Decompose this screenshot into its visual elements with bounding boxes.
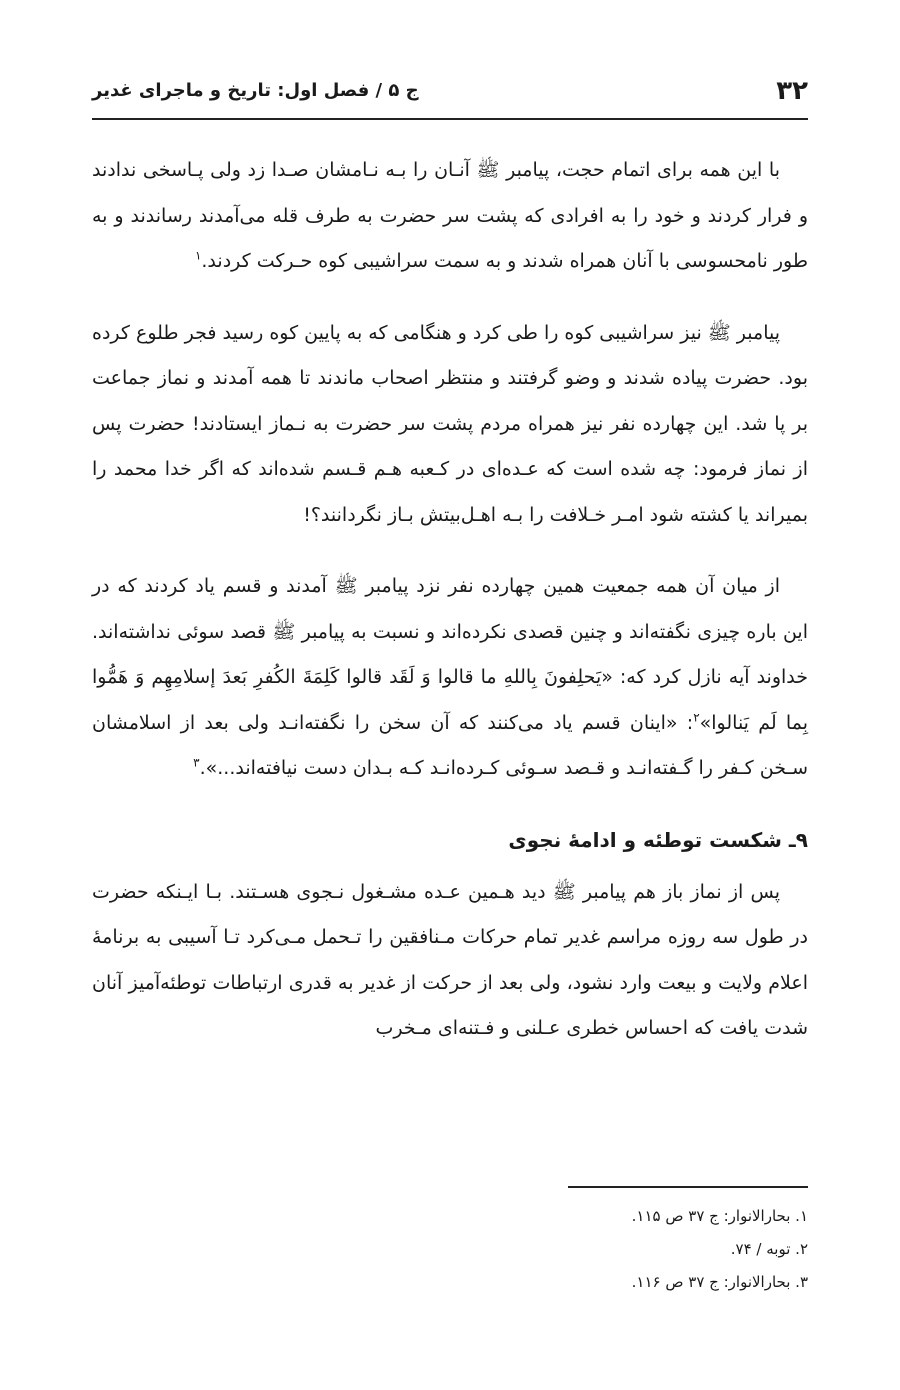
paragraph-3-text: از میان آن همه جمعیت همین چهارده نفر نزد پیامبر ﷺ آمدند و قسم یاد کردند که در این باره چیزی نگفته‌اند و چنین قصدی نکرده‌اند و نسبت به پیامبر ﷺ قصد سوئی نداشته‌اند. خداوند آیه نازل کرد که: «یَحلِفونَ بِاللهِ ما قالوا وَ لَقَد قالوا کَلِمَةَ الکُفرِ بَعدَ إسلامِهِم وَ هَمُّوا بِما لَم یَنالوا» [92, 575, 808, 734]
page-header [92, 62, 808, 120]
footnote-ref-2[interactable]: ۲ [693, 710, 700, 725]
paragraph-1-text: با این همه برای اتمام حجت، پیامبر ﷺ آنـان را بـه نـامشان صـدا زد ولی پـاسخی ندادند و فرار کردند و خود را به افرادی که پشت سر حضرت به طرف قله می‌آمدند رساندند و به طور نامحسوسی با آنان همراه شدند و به سمت سراشیبی کوه حـرکت کردند. [92, 159, 808, 272]
page-number: ۳۲ [776, 76, 808, 106]
paragraph-1 [92, 148, 808, 285]
footnote-divider [568, 1186, 808, 1188]
paragraph-3 [92, 564, 808, 792]
paragraph-2-text: پیامبر ﷺ نیز سراشیبی کوه را طی کرد و هنگامی که به پایین کوه رسید فجر طلوع کرده بود. حضرت پیاده شدند و وضو گرفتند و منتظر اصحاب ماندند تا همه آمدند و نماز جماعت بر پا شد. این چهارده نفر نیز همراه مردم پشت سر حضرت به نـماز ایستادند! حضرت پس از نماز فرمود: چه شده است که عـده‌ای در کـعبه هـم قـسم شده‌اند که اگر خدا محمد را بمیراند یا کشته شود امـر خـلافت را بـه اهـل‌بیتش بـاز نگردانند؟! [92, 321, 808, 526]
footnotes [92, 1200, 808, 1299]
main-text [92, 148, 808, 1062]
paragraph-2 [92, 311, 808, 539]
running-title: ج ۵ / فصل اول: تاریخ و ماجرای غدیر [92, 80, 419, 101]
footnote-ref-1[interactable]: ۱ [194, 248, 202, 263]
section-heading: ۹ـ شکست توطئه و ادامهٔ نجوی [508, 827, 808, 852]
paragraph-3-text-continued: : «اینان قسم یاد می‌کنند که آن سخن را نگفته‌انـد ولی بعد از اسلامشان سـخن کـفر را گـفته‌انـد و قـصد سـوئی کـرده‌انـد کـه بـدان دست نیافته‌اند...». [92, 711, 808, 779]
footnote-1: ۱. بحارالانوار: ج ۳۷ ص ۱۱۵. [631, 1207, 808, 1225]
footnote-ref-3[interactable]: ۳ [193, 755, 200, 770]
paragraph-4-text: پس از نماز باز هم پیامبر ﷺ دید هـمین عـده مشـغول نـجوی هسـتند. بـا ایـنکه حضرت در طول سه روزه مراسم غدیر تمام حرکات مـنافقین را تـحمل مـی‌کرد تـا آسیبی به برنامهٔ اعلام ولایت و بیعت وارد نشود، ولی بعد از حرکت از غدیر به قدری ارتباطات توطئه‌آمیز آنان شدت یافت که احساس خطری عـلنی و فـتنه‌ای مـخرب [92, 880, 808, 1039]
paragraph-4 [92, 870, 808, 1052]
footnote-3: ۳. بحارالانوار: ج ۳۷ ص ۱۱۶. [631, 1273, 808, 1291]
footnote-2: ۲. توبه / ۷۴. [730, 1240, 808, 1258]
